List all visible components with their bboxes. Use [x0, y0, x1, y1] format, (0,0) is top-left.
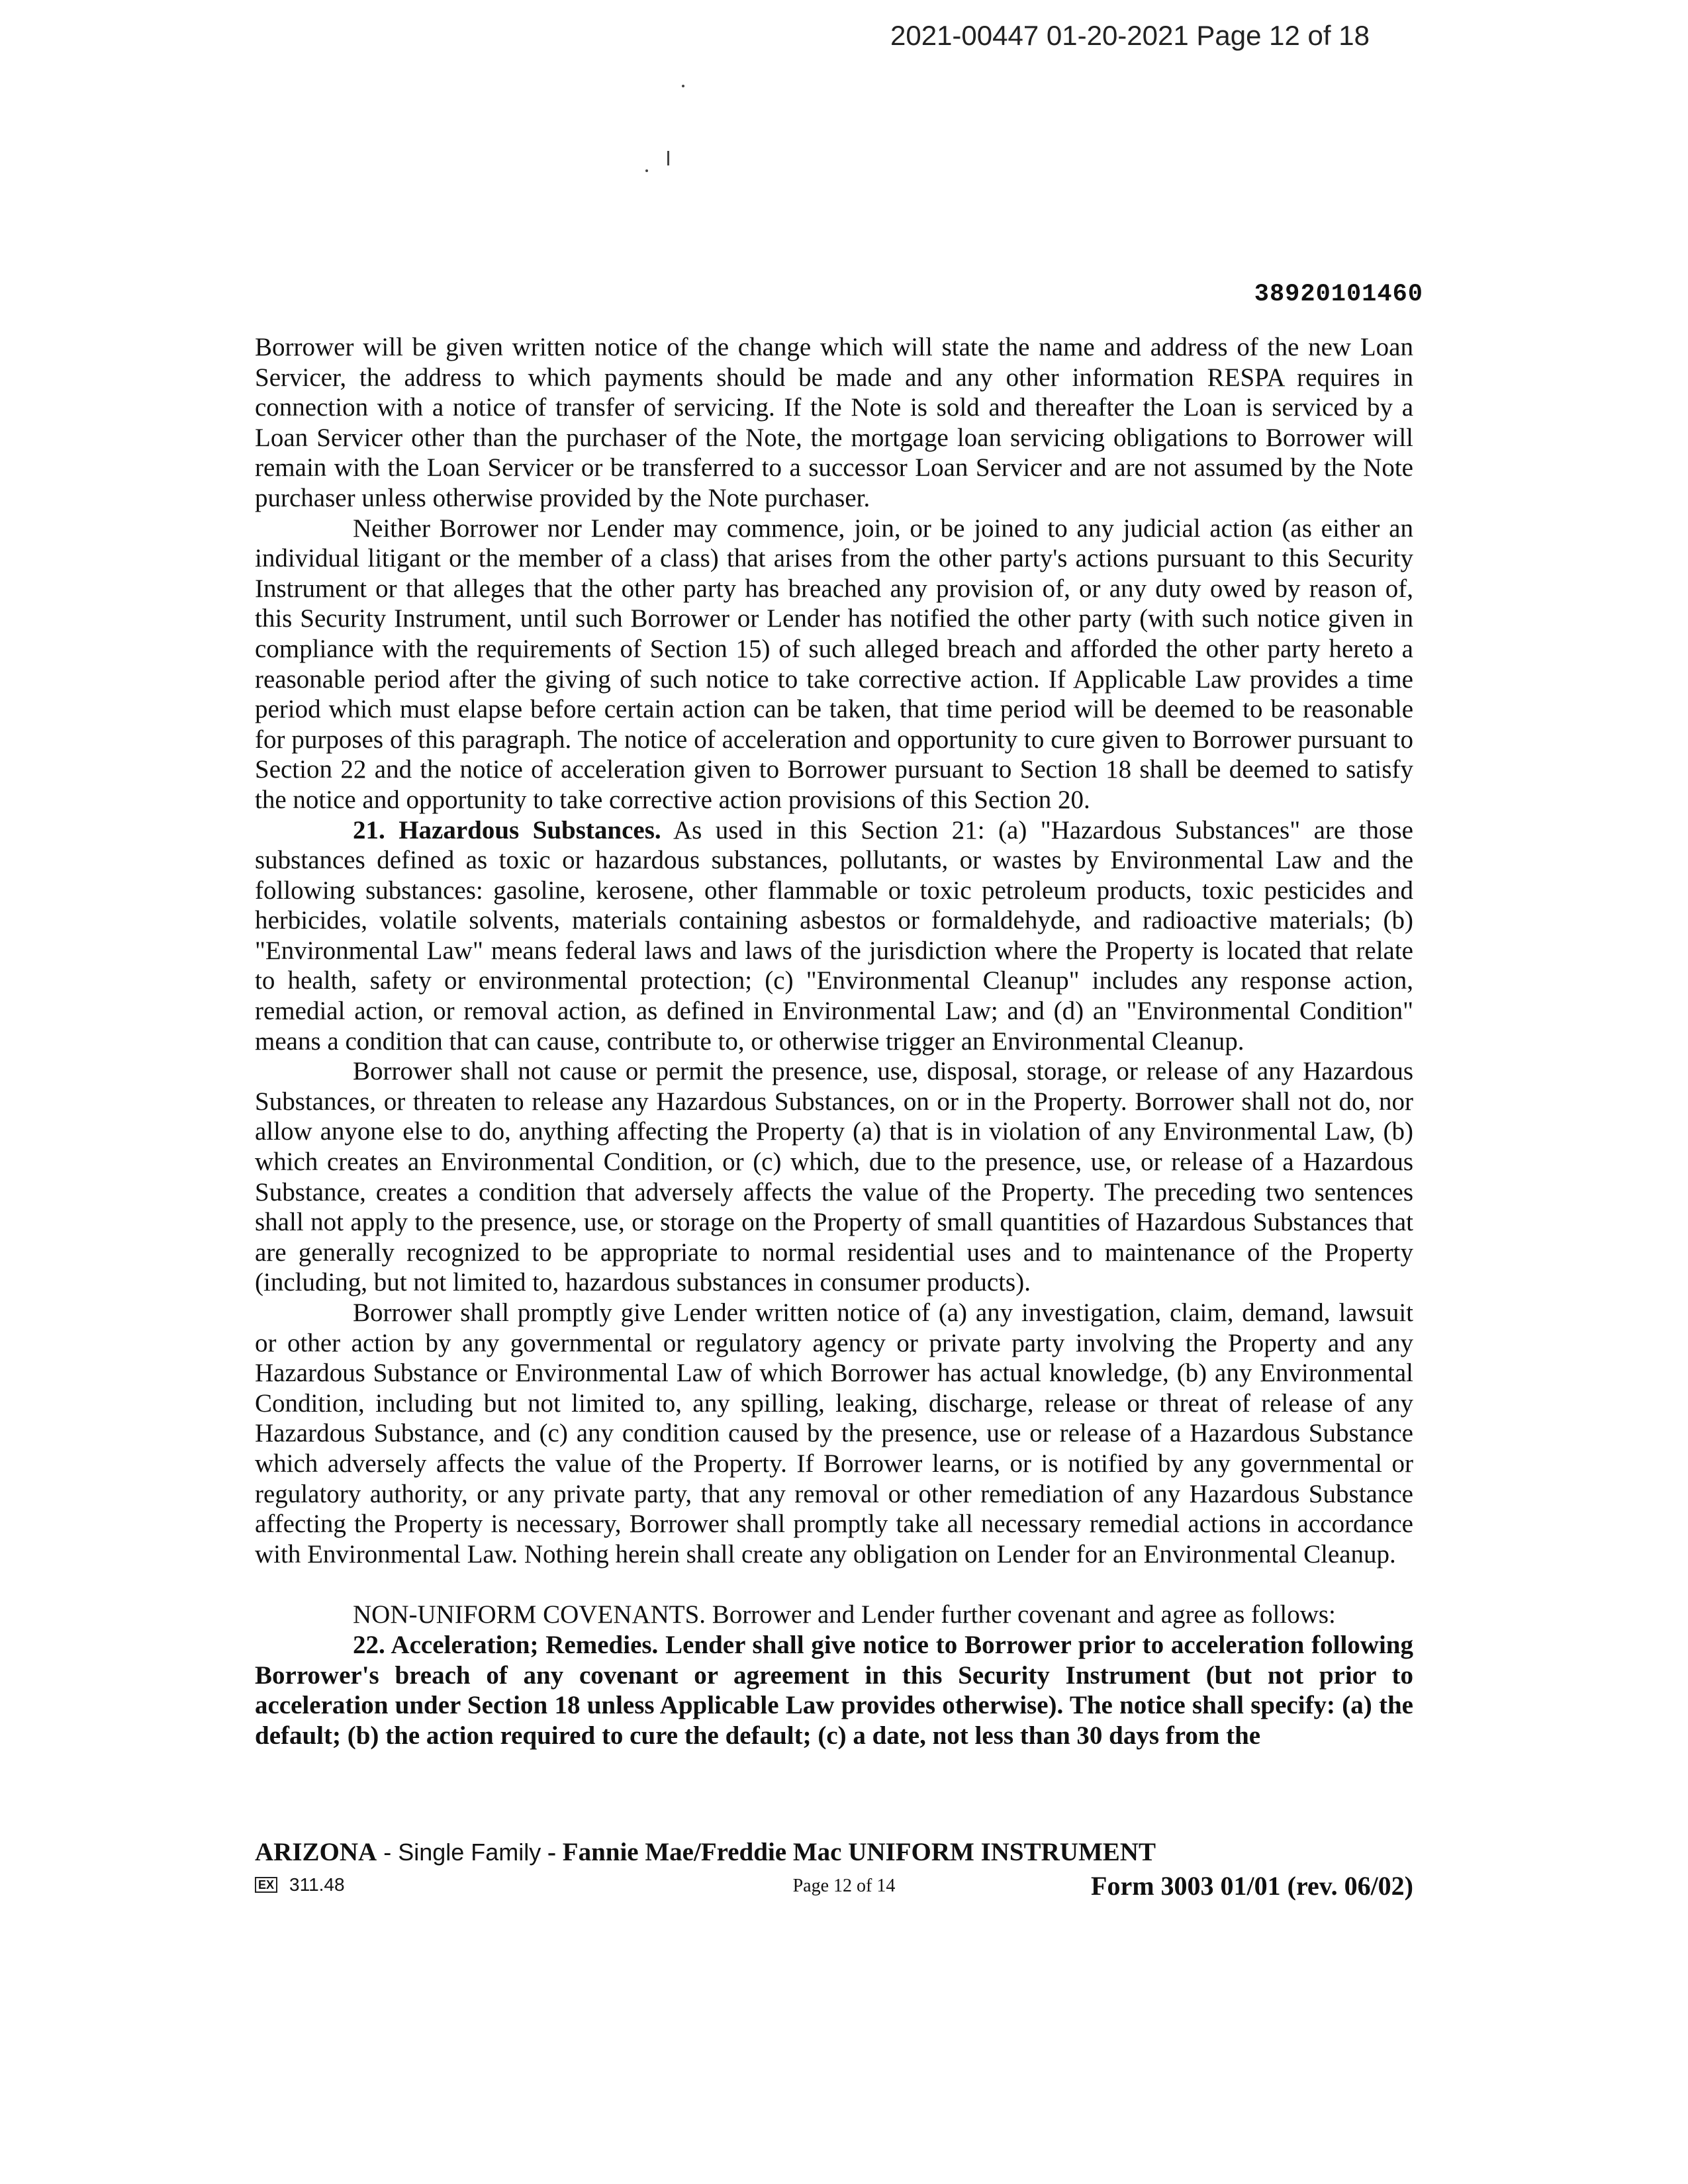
footer-separator: - [377, 1839, 399, 1866]
document-body [255, 332, 1413, 1751]
section-21-heading: 21. Hazardous Substances. [353, 815, 661, 844]
form-code-number: 311.48 [289, 1874, 345, 1895]
loan-number: 38920101460 [1254, 281, 1423, 308]
footer-instrument: Fannie Mae/Freddie Mac UNIFORM INSTRUMENT [562, 1838, 1156, 1866]
paragraph-hazardous-notice: Borrower shall promptly give Lender written notice of (a) any investigation, claim, demand, lawsuit or other action by any governmental or regulatory agency or private party involving the Property and any Hazardous Substance or Environmental Law of which Borrower has actual knowledge, (b) any Environmental Condition, including but not limited to, any spilling, leaking, discharge, release or threat of release of any Hazardous Substance, and (c) any condition caused by the presence, use or release of a Hazardous Substance which adversely affects the value of the Property. If Borrower learns, or is notified by any governmental or regulatory authority, or any private party, that any removal or other remediation of any Hazardous Substance affecting the Property is necessary, Borrower shall promptly take all necessary remedial actions in accordance with Environmental Law. Nothing herein shall create any obligation on Lender for an Environmental Cleanup. [255, 1298, 1413, 1569]
footer-state: ARIZONA [255, 1838, 377, 1866]
recording-stamp: 2021-00447 01-20-2021 Page 12 of 18 [890, 20, 1370, 51]
section-21-paragraph [255, 815, 1413, 1057]
scan-speck [645, 169, 648, 172]
form-code [255, 1874, 345, 1895]
footer-separator: - [541, 1838, 563, 1866]
paragraph-gap [255, 1569, 1413, 1600]
page-indicator: Page 12 of 14 [792, 1876, 896, 1896]
section-22-paragraph: 22. Acceleration; Remedies. Lender shall give notice to Borrower prior to acceleration following Borrower's breach of any covenant or agreement in this Security Instrument (but not prior to acceleration under Section 18 unless Applicable Law provides otherwise). The notice shall specify: (a) the default; (b) the action required to cure the default; (c) a date, not less than 30 days from the [255, 1630, 1413, 1750]
paragraph-judicial-action: Neither Borrower nor Lender may commence, join, or be joined to any judicial action (as either an individual litigant or the member of a class) that arises from the other party's actions pursuant to this Security Instrument or that alleges that the other party has breached any provision of, or any duty owed by reason of, this Security Instrument, until such Borrower or Lender has notified the other party (with such notice given in compliance with the requirements of Section 15) of such alleged breach and afforded the other party hereto a reasonable period after the giving of such notice to take corrective action. If Applicable Law provides a time period which must elapse before certain action can be taken, that time period will be deemed to be reasonable for purposes of this paragraph. The notice of acceleration and opportunity to cure given to Borrower pursuant to Section 22 and the notice of acceleration given to Borrower pursuant to Section 18 shall be deemed to satisfy the notice and opportunity to take corrective action provisions of this Section 20. [255, 514, 1413, 814]
scan-speck [682, 85, 684, 87]
paragraph-servicer-notice: Borrower will be given written notice of the change which will state the name and address of the new Loan Servicer, the address to which payments should be made and any other information RESPA requires in connection with a notice of transfer of servicing. If the Note is sold and thereafter the Loan is serviced by a Loan Servicer other than the purchaser of the Note, the mortgage loan servicing obligations to Borrower will remain with the Loan Servicer or be transferred to a successor Loan Servicer and are not assumed by the Note purchaser unless otherwise provided by the Note purchaser. [255, 333, 1413, 512]
footer-family: Single Family [398, 1839, 541, 1866]
paragraph-hazardous-presence: Borrower shall not cause or permit the presence, use, disposal, storage, or release of any Hazardous Substances, or threaten to release any Hazardous Substances, on or in the Property. Borrower shall not do, nor allow anyone else to do, anything affecting the Property (a) that is in violation of any Environmental Law, (b) which creates an Environmental Condition, or (c) which, due to the presence, use, or release of a Hazardous Substance, creates a condition that adversely affects the value of the Property. The preceding two sentences shall not apply to the presence, use, or storage on the Property of small quantities of Hazardous Substances that are generally recognized to be appropriate to normal residential uses and to maintenance of the Property (including, but not limited to, hazardous substances in consumer products). [255, 1057, 1413, 1297]
footer-title [255, 1837, 1156, 1867]
form-logo-icon: EX [255, 1877, 277, 1893]
non-uniform-covenants: NON-UNIFORM COVENANTS. Borrower and Lender further covenant and agree as follows: [353, 1600, 1336, 1629]
section-21-text: As used in this Section 21: (a) "Hazardous Substances" are those substances defined as toxic or hazardous substances, pollutants, or wastes by Environmental Law and the following substances: gasoline, kerosene, other flammable or toxic petroleum products, toxic pesticides and herbicides, volatile solvents, materials containing asbestos or formaldehyde, and radioactive materials; (b) "Environmental Law" means federal laws and laws of the jurisdiction where the Property is located that relate to health, safety or environmental protection; (c) "Environmental Cleanup" includes any response action, remedial action, or removal action, as defined in Environmental Law; and (d) an "Environmental Condition" means a condition that can cause, contribute to, or otherwise trigger an Environmental Cleanup. [255, 815, 1413, 1056]
form-number: Form 3003 01/01 (rev. 06/02) [1091, 1871, 1413, 1901]
scan-speck [667, 151, 669, 165]
